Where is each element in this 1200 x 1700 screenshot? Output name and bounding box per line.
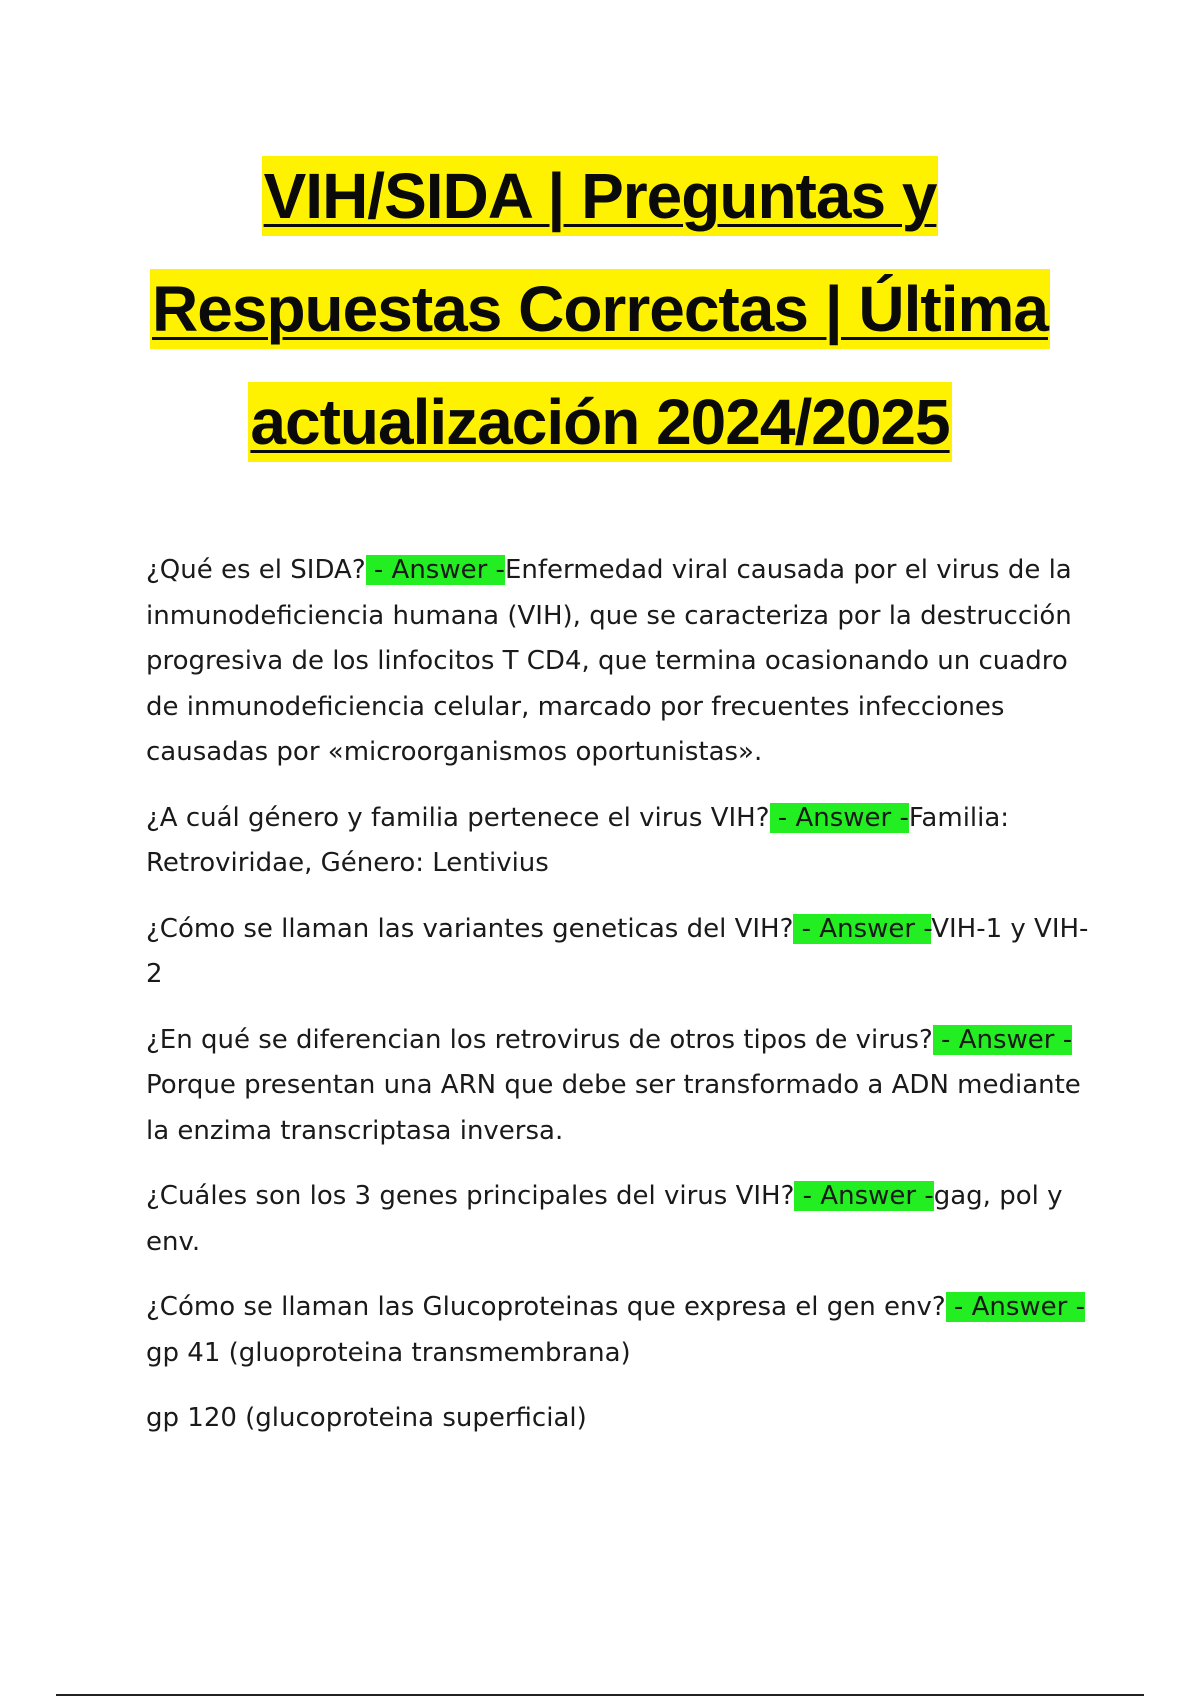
qa-item-4 — [146, 1018, 1096, 1155]
title-line-2 — [0, 253, 1200, 366]
title-text-1: VIH/SIDA | Preguntas y — [262, 156, 939, 236]
answer-label: - Answer - — [945, 1292, 1085, 1322]
answer-text: Familia: Retroviridae, Género: Lentivius — [146, 802, 1010, 878]
question-text: ¿Cómo se llaman las Glucoproteinas que expresa el gen env? — [146, 1292, 946, 1322]
title-line-1 — [0, 140, 1200, 253]
page-bottom-rule — [56, 1694, 1144, 1696]
answer-label: - Answer - — [365, 555, 505, 585]
question-text: ¿En qué se diferencian los retrovirus de otros tipos de virus? — [146, 1024, 933, 1055]
extra-paragraph: gp 120 (glucoproteina superficial) — [146, 1403, 587, 1433]
qa-item-1 — [146, 548, 1096, 776]
title-line-3 — [0, 366, 1200, 479]
qa-item-6 — [146, 1285, 1096, 1376]
qa-item-3 — [146, 907, 1096, 998]
answer-text: Enfermedad viral causada por el virus de la inmunodeficiencia humana (VIH), que se caracteriza por la destrucción progresiva de los linfocitos T CD4, que termina ocasionando un cuadro de inmunodeficiencia celular, marcado por frecuentes infecciones causadas por «microorganismos oportunistas». — [146, 555, 1072, 767]
answer-text: gp 41 (gluoproteina transmembrana) — [146, 1337, 631, 1368]
answer-label: - Answer - — [932, 1024, 1073, 1055]
question-text: ¿A cuál género y familia pertenece el virus VIH? — [146, 802, 770, 833]
answer-text: gag, pol y env. — [146, 1181, 1063, 1257]
qa-list — [146, 548, 1096, 1462]
question-text: ¿Cómo se llaman las variantes geneticas del VIH? — [146, 913, 794, 944]
answer-label: - Answer - — [794, 1181, 934, 1211]
question-text: ¿Qué es el SIDA? — [146, 555, 366, 585]
answer-text: Porque presentan una ARN que debe ser transformado a ADN mediante la enzima transcriptasa inversa. — [146, 1070, 1081, 1146]
question-text: ¿Cuáles son los 3 genes principales del virus VIH? — [146, 1181, 795, 1211]
answer-text: VIH-1 y VIH-2 — [146, 913, 1089, 989]
answer-label: - Answer - — [793, 913, 932, 944]
qa-item-2 — [146, 796, 1096, 887]
title-text-3: actualización 2024/2025 — [248, 382, 951, 462]
qa-item-5 — [146, 1174, 1096, 1265]
answer-label: - Answer - — [769, 802, 909, 833]
title-text-2: Respuestas Correctas | Última — [150, 269, 1050, 349]
document-title — [0, 140, 1200, 479]
